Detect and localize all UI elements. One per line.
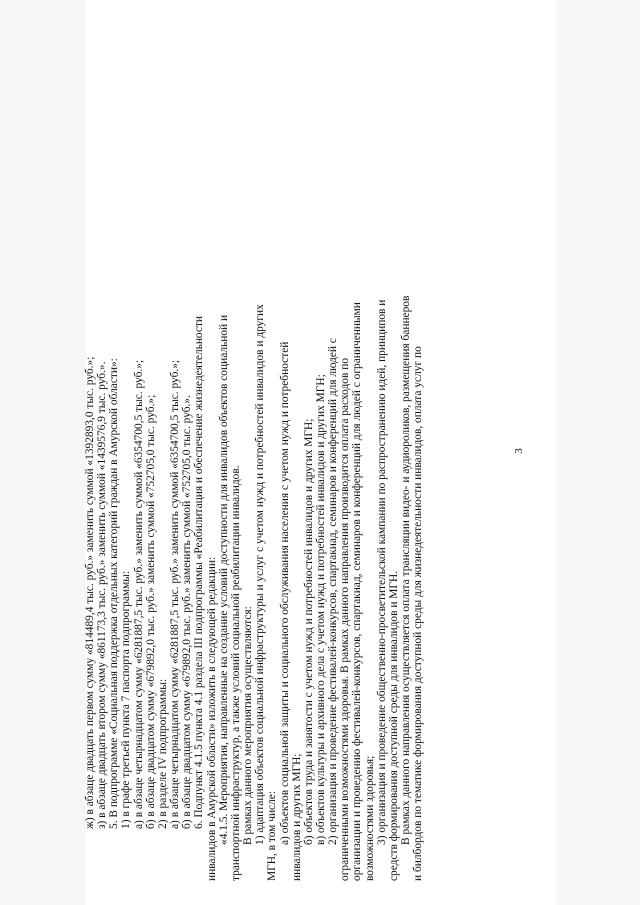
document-line: в) объектов культуры и архивного дела с учетом нужд и потребностей инвалидов и других МГН; (314, 374, 327, 845)
document-line: МГН, в том числе: (266, 790, 279, 881)
document-line: 1) в графе третьей пункта 7 паспорта подпрограммы: (120, 570, 133, 829)
document-line: инвалидов в Амурской области» изложить в следующей редакции: (205, 556, 218, 881)
document-line: 6. Подпункт 4.1.5 пункта 4.1 раздела III подпрограммы «Реабилитация и обеспечение жизнедеятельности (193, 315, 206, 829)
document-line: з) в абзаце двадцать втором сумму «861173,3 тыс. руб.» заменить суммой «1439576,9 тыс. руб.». (96, 361, 109, 829)
page-number: 3 (513, 448, 525, 454)
document-line: а) в абзаце четырнадцатом сумму «6281887,5 тыс. руб.» заменить суммой «6354700,5 тыс. руб.»; (132, 359, 145, 829)
document-line: б) объектов труда и занятости с учетом нужд и потребностей инвалидов и других МГН; (302, 418, 315, 845)
document-line: 2) организация и проведение фестивалей-конкурсов, спартакиад, семинаров и конференций для людей с (327, 338, 340, 845)
document-body (84, 21, 424, 881)
document-line: 3) организация и проведение общественно-просветительской кампании по распространению идей, принципов и (375, 299, 388, 845)
document-line: б) в абзаце двадцатом сумму «679892,0 тыс. руб.» заменить суммой «752705,0 тыс. руб.»; (144, 394, 157, 829)
document-line: ограниченными возможностями здоровья. В рамках данного направления производится оплата расходов по (339, 357, 352, 881)
document-page (84, 21, 556, 881)
document-line: В рамках данного мероприятия осуществляются: (242, 606, 255, 845)
document-line: В рамках данного направления осуществляется оплата трансляции видео- и аудиороликов, размещения баннеров (400, 295, 413, 845)
document-line: а) объектов социальной защиты и социального обслуживания населения с учетом нужд и потребностей (278, 341, 291, 845)
document-line: «4.1.5. Мероприятия, направленные на создание условий доступности для инвалидов объектов социальной и (217, 314, 230, 845)
document-line: 5. В подпрограмме «Социальная поддержка отдельных категорий граждан в Амурской области»: (108, 358, 121, 829)
document-line: и билбордов по тематике формирования доступной среды для жизнедеятельности инвалидов, оплата услуг по (412, 346, 425, 881)
document-line: средств формирования доступной среды для инвалидов и МГН. (387, 570, 400, 881)
document-line: 1) адаптация объектов социальной инфраструктуры и услуг с учетом нужд и потребностей инвалидов и других (254, 304, 267, 845)
document-line: а) в абзаце четырнадцатом сумму «6281887,5 тыс. руб.» заменить суммой «6354700,5 тыс. руб.»; (169, 359, 182, 829)
document-line: ж) в абзаце двадцать первом сумму «814489,4 тыс. руб.» заменить суммой «1392893,0 тыс. руб.»; (84, 356, 96, 829)
document-line: инвалидов и других МГН; (290, 753, 303, 881)
document-line: транспортной инфраструктур, а также условий социальной реабилитации инвалидов. (229, 465, 242, 881)
document-line: возможностями здоровья; (363, 755, 376, 881)
document-line: б) в абзаце двадцатом сумму «679892,0 тыс. руб.» заменить суммой «752705,0 тыс. руб.». (181, 395, 194, 829)
document-line: 2) в разделе IV подпрограммы: (156, 678, 169, 829)
document-line: организации и проведению фестивалей-конкурсов, спартакиад, семинаров и конференций для людей с ограниченными (351, 302, 364, 881)
